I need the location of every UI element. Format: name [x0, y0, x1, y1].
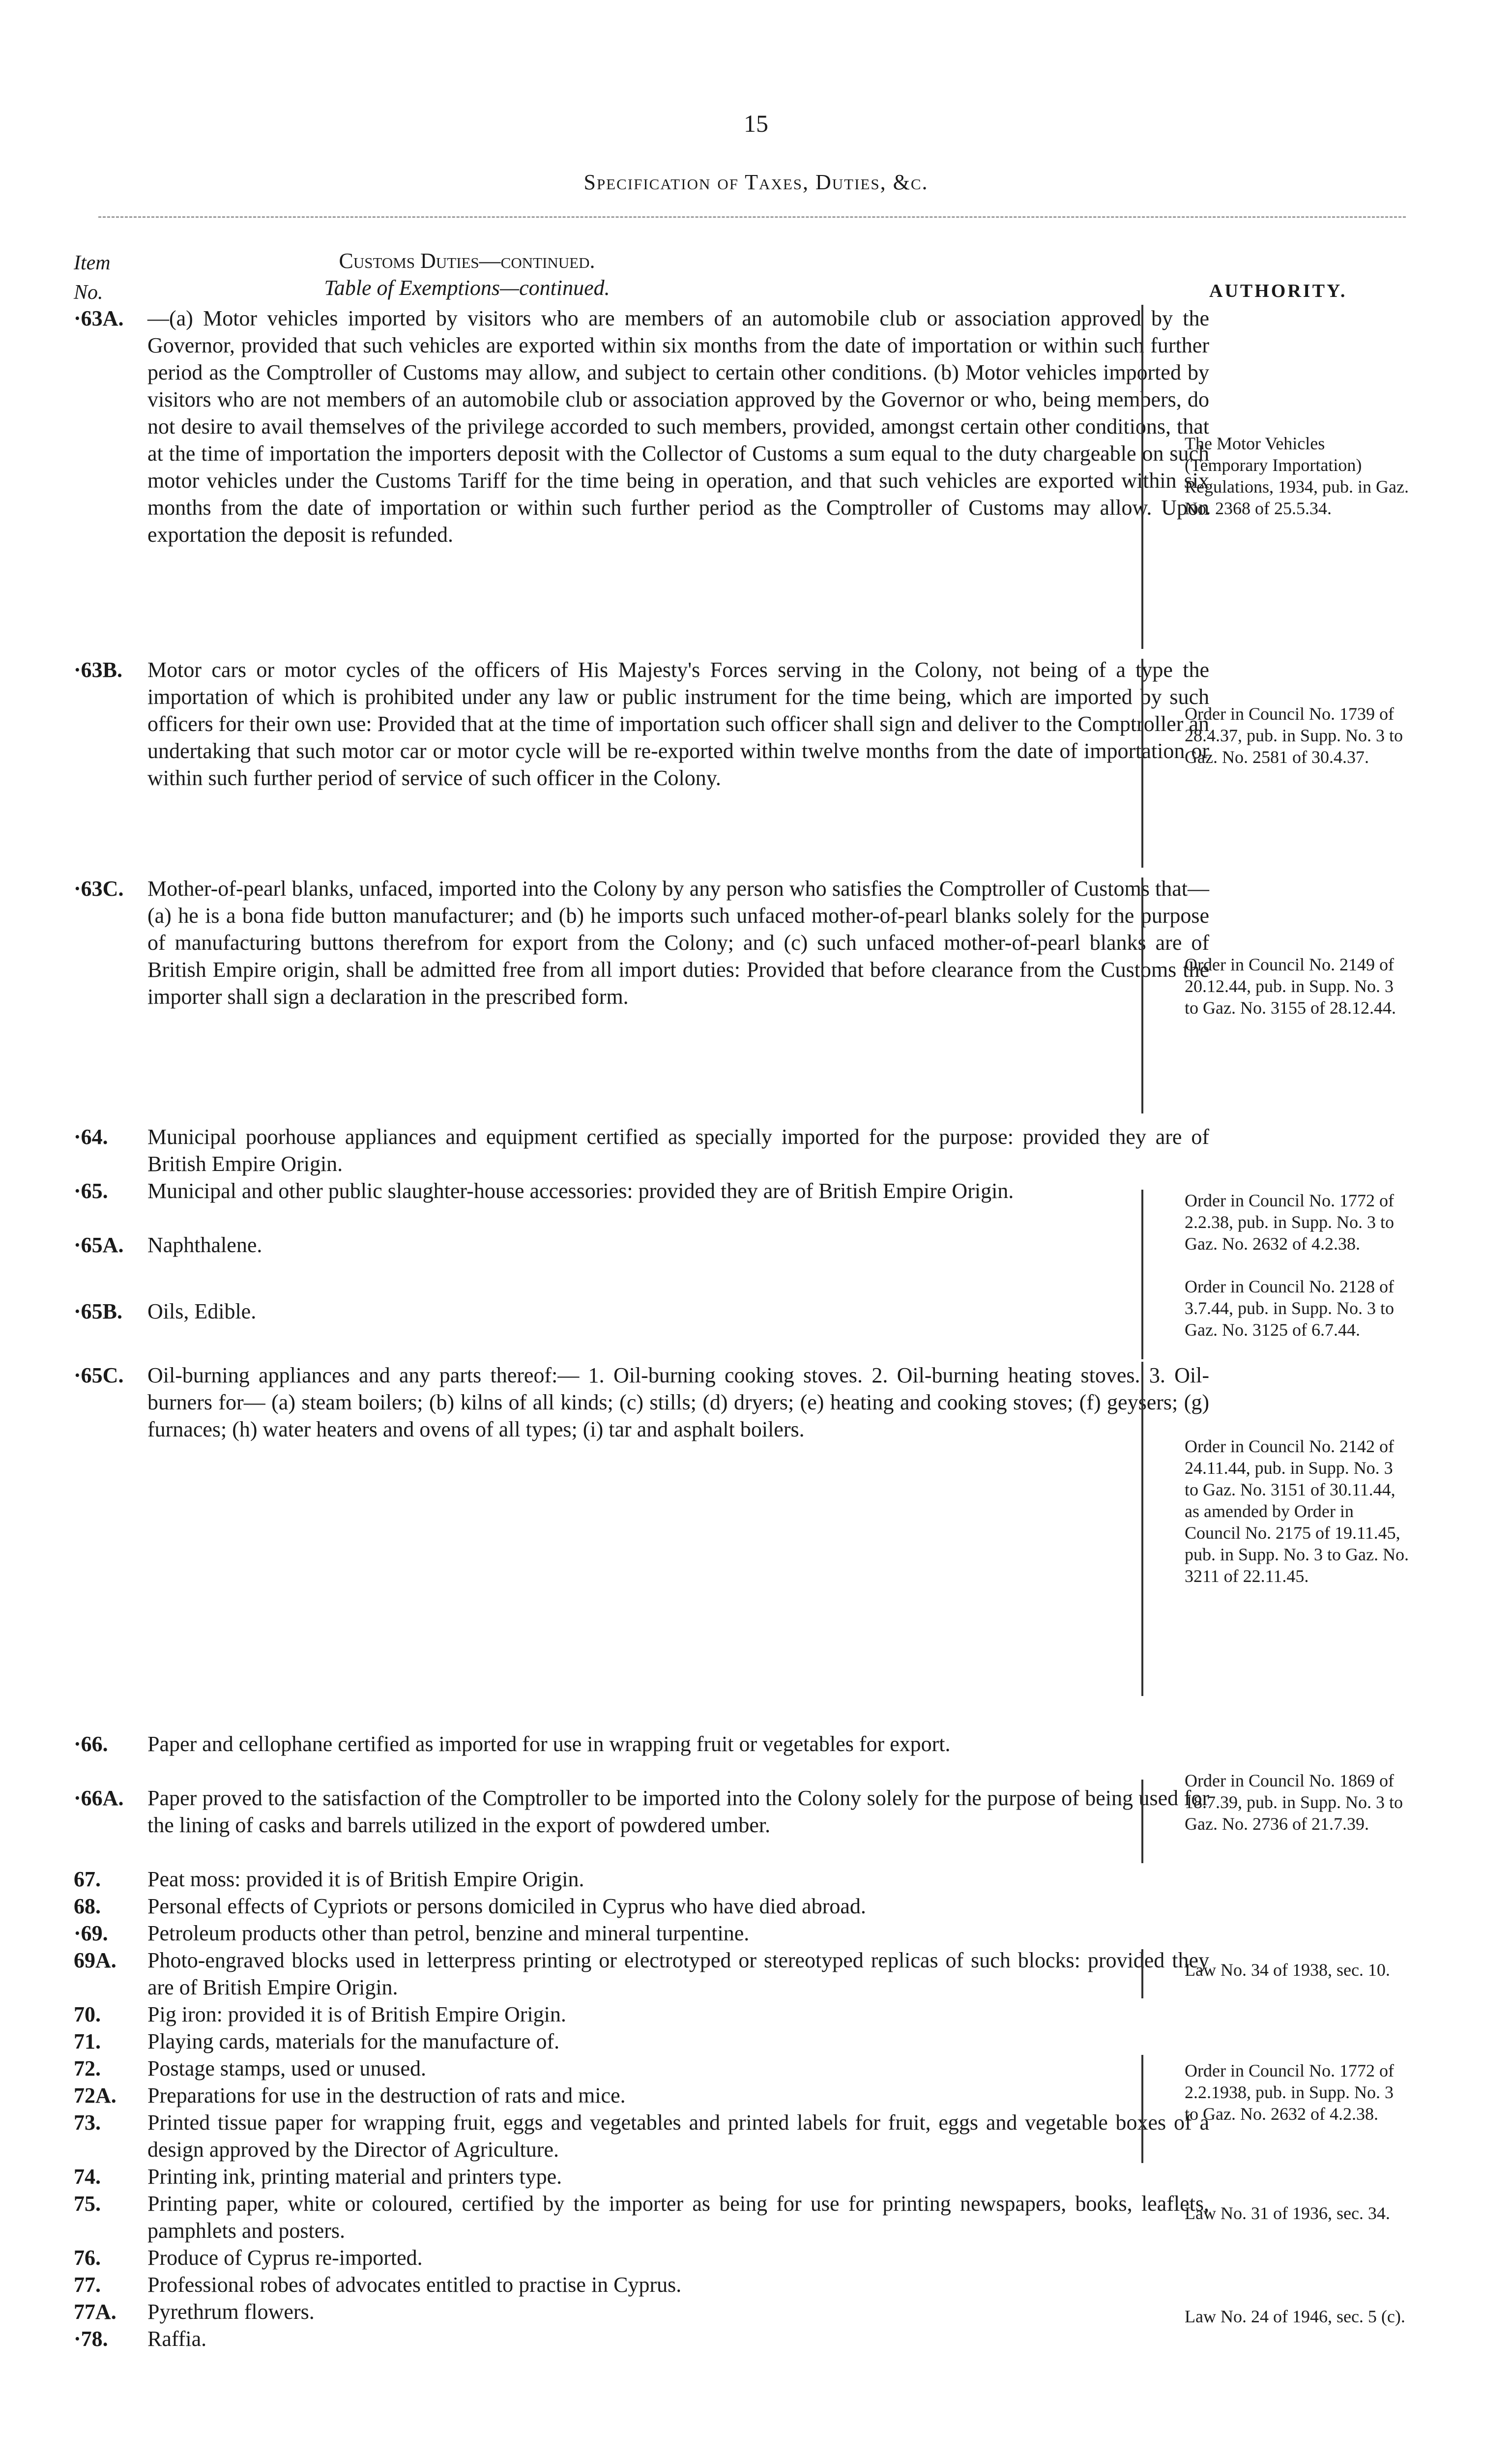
authority-note: Order in Council No. 2142 of 24.11.44, pub. in Supp. No. 3 to Gaz. No. 3151 of 30.11.44, as amended by Order in Council No. 2175 of 19.11.45, pub. in Supp. No. 3 to Gaz. No. 3211 of 22.11.45.	[1185, 1436, 1409, 1586]
authority-note: Law No. 34 of 1938, sec. 10.	[1185, 1960, 1390, 1980]
brace	[1135, 305, 1143, 649]
subsection-heading: Table of Exemptions—continued.	[324, 276, 610, 300]
authority-note: Order in Council No. 1772 of 2.2.38, pub. in Supp. No. 3 to Gaz. No. 2632 of 4.2.38.	[1185, 1191, 1395, 1254]
brace	[1135, 1949, 1143, 1998]
authority-heading: AUTHORITY.	[1209, 281, 1347, 301]
authority-note: Order in Council No. 2128 of 3.7.44, pub. in Supp. No. 3 to Gaz. No. 3125 of 6.7.44.	[1185, 1277, 1395, 1340]
authority-note: Order in Council No. 2149 of 20.12.44, pub. in Supp. No. 3 to Gaz. No. 3155 of 28.12.44.	[1185, 955, 1396, 1018]
item-no-header: Item No.	[74, 252, 111, 304]
brace	[1135, 1190, 1143, 1359]
authority-note: Order in Council No. 1739 of 28.4.37, pub. in Supp. No. 3 to Gaz. No. 2581 of 30.4.37.	[1185, 704, 1403, 767]
brace	[1135, 659, 1143, 868]
section-heading: Customs Duties—continued.	[339, 249, 595, 273]
authority-note: The Motor Vehicles (Temporary Importation) Regulations, 1934, pub. in Gaz. No. 2368 of 25.5.34.	[1185, 434, 1409, 518]
divider	[98, 216, 1406, 218]
authority-note: Order in Council No. 1869 of 18.7.39, pub. in Supp. No. 3 to Gaz. No. 2736 of 21.7.39.	[1185, 1771, 1403, 1834]
authority-note: Law No. 31 of 1936, sec. 34.	[1185, 2203, 1390, 2223]
page-number: 15	[744, 110, 768, 137]
brace	[1135, 1362, 1143, 1696]
page-title: Specification of Taxes, Duties, &c.	[583, 170, 929, 194]
brace	[1135, 1780, 1143, 1863]
brace	[1135, 2055, 1143, 2163]
authority-note: Order in Council No. 1772 of 2.2.1938, pub. in Supp. No. 3 to Gaz. No. 2632 of 4.2.38.	[1185, 2061, 1394, 2124]
authority-note: Law No. 24 of 1946, sec. 5 (c).	[1185, 2307, 1405, 2326]
brace	[1135, 878, 1143, 1113]
